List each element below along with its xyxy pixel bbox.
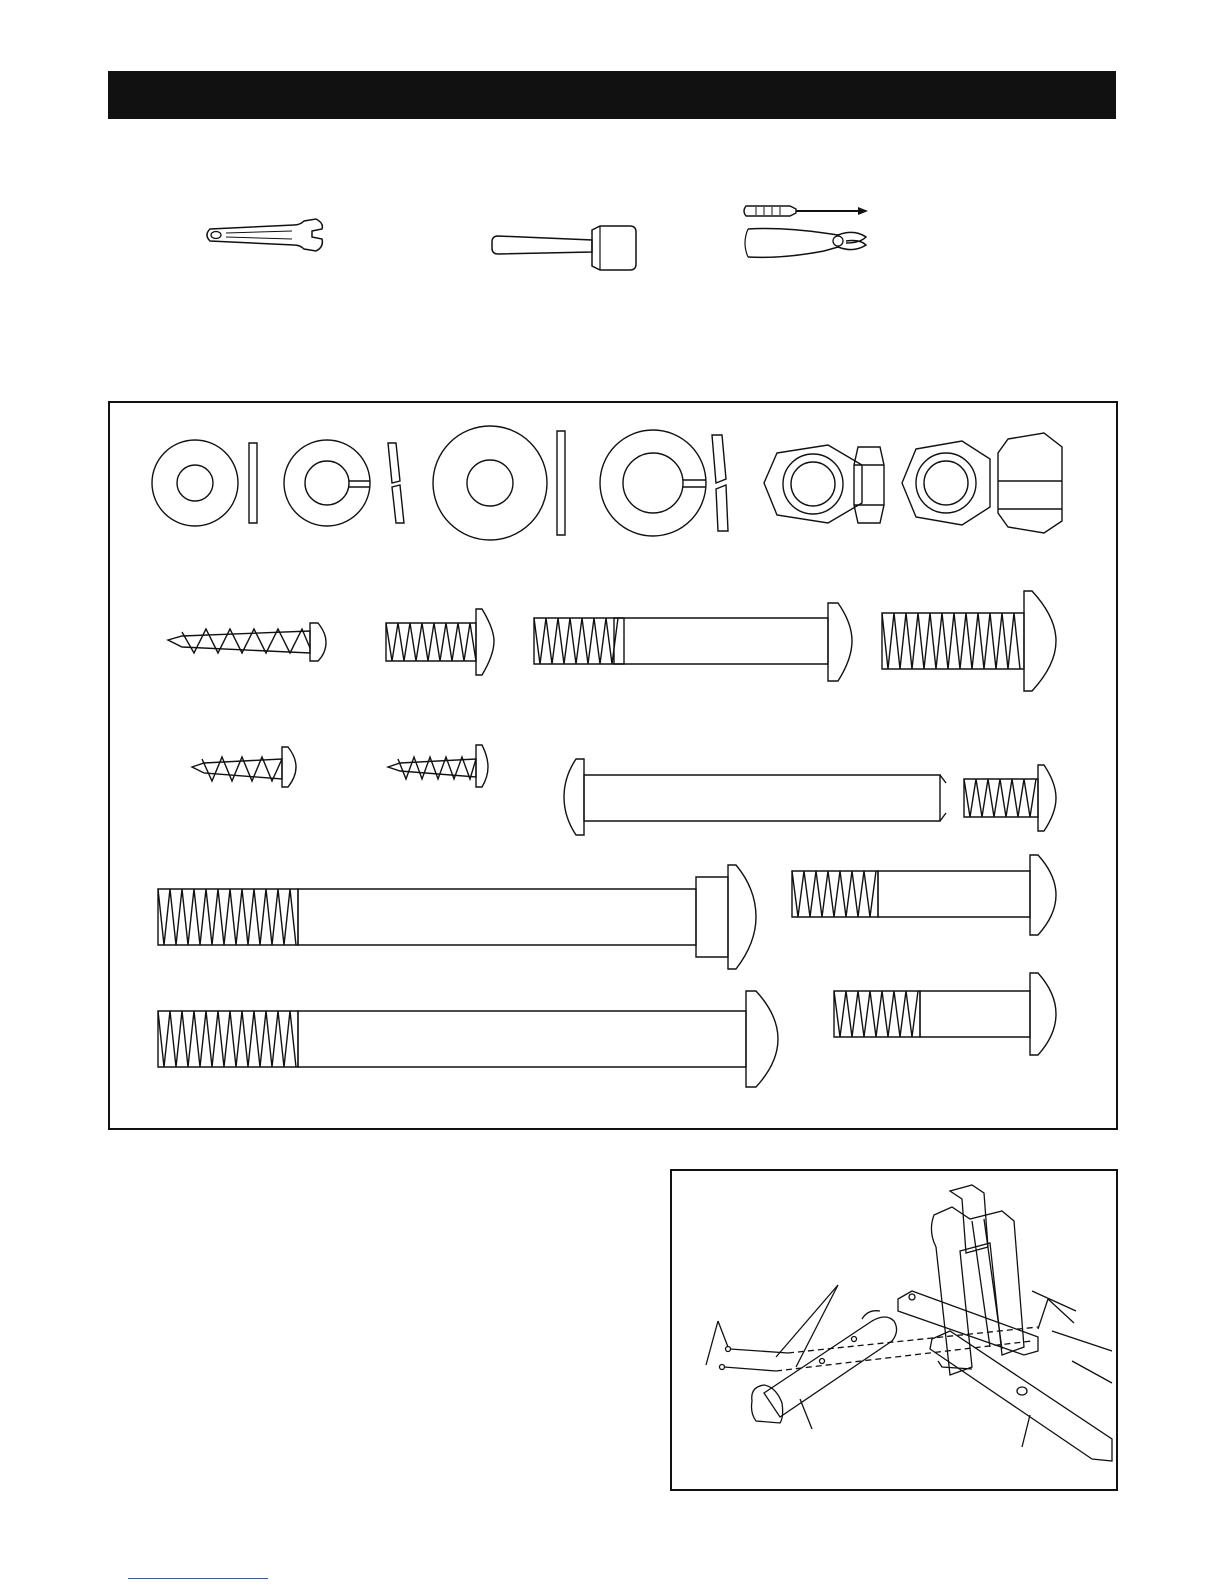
shoulder-bolt-medium-icon — [792, 855, 1056, 935]
screwdriver-icon — [742, 200, 872, 222]
screw-long-icon — [168, 623, 326, 661]
adjustable-wrench-icon — [204, 215, 334, 255]
parts-identification-chart — [108, 401, 1118, 1130]
split-washer-large-icon — [600, 430, 728, 536]
split-washer-small-icon — [284, 440, 404, 526]
hex-nut-icon — [764, 445, 884, 523]
axle-bolt-icon — [564, 759, 946, 835]
screw-short-icon — [192, 747, 296, 787]
bolt-stub-icon — [964, 765, 1056, 831]
bolt-short-icon — [386, 609, 494, 675]
section-header-bar — [108, 71, 1116, 119]
flat-washer-large-icon — [433, 426, 565, 540]
shoulder-bolt-small-icon — [834, 973, 1056, 1055]
screw-pointed-icon — [388, 745, 488, 787]
parts-illustration — [110, 403, 1116, 1128]
carriage-bolt-long-icon — [158, 865, 756, 969]
nylon-locknut-icon — [902, 433, 1062, 533]
rubber-mallet-icon — [488, 218, 638, 278]
pliers-icon — [742, 223, 872, 263]
footer-link-underline[interactable] — [128, 1578, 268, 1579]
frame-assembly-drawing — [672, 1171, 1116, 1489]
flat-washer-small-icon — [152, 440, 257, 526]
bolt-shoulder-medium-icon — [534, 603, 852, 681]
tools-row — [108, 190, 1116, 280]
assembly-step-illustration — [670, 1169, 1118, 1491]
bolt-longest-icon — [158, 991, 778, 1087]
bolt-wide-icon — [882, 591, 1056, 691]
